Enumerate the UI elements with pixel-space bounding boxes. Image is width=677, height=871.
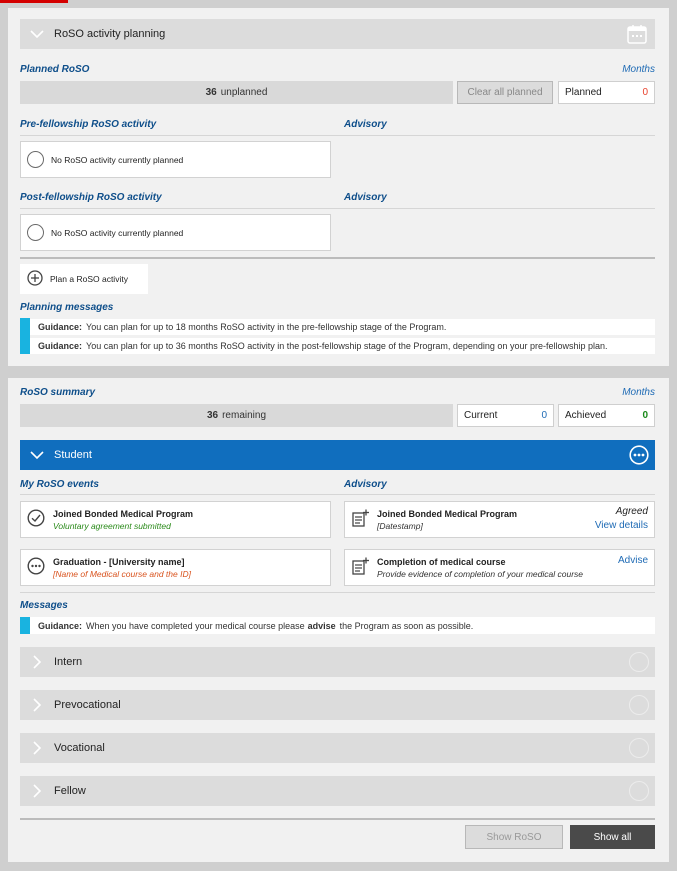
chevron-right-icon <box>20 784 54 798</box>
empty-circle-icon <box>27 151 44 168</box>
student-title: Student <box>54 449 92 461</box>
roso-event-card[interactable] <box>20 501 331 538</box>
summary-panel <box>8 378 669 862</box>
chevron-down-icon <box>20 451 54 460</box>
unplanned-counter <box>20 81 453 104</box>
roso-event-card[interactable] <box>20 549 331 586</box>
current-label: Current <box>464 410 498 421</box>
stage-status-circle <box>629 652 649 672</box>
planning-title: RoSO activity planning <box>54 28 166 40</box>
achieved-label: Achieved <box>565 410 607 421</box>
planned-label: Planned <box>565 87 602 98</box>
pre-empty-text: No RoSO activity currently planned <box>51 154 184 165</box>
unplanned-label: unplanned <box>220 87 268 98</box>
chevron-down-icon <box>20 30 54 39</box>
current-value: 0 <box>541 410 547 421</box>
post-empty-text: No RoSO activity currently planned <box>51 227 184 238</box>
event-subtitle: Voluntary agreement submitted <box>53 520 171 531</box>
achieved-box <box>558 404 655 427</box>
stage-label: Prevocational <box>54 699 121 711</box>
divider <box>20 135 655 136</box>
post-fellowship-title: Post-fellowship RoSO activity <box>20 192 162 203</box>
guidance-text: You can plan for up to 36 months RoSO activity in the post-fellowship stage of the Program, depending on your pre-fellowship plan. <box>86 341 608 351</box>
plan-button-label: Plan a RoSO activity <box>50 274 128 284</box>
guidance-label: Guidance: <box>38 341 83 351</box>
plus-circle-icon <box>27 270 43 289</box>
divider <box>20 592 655 593</box>
unplanned-count: 36 <box>205 87 217 98</box>
post-fellowship-empty-card <box>20 214 331 251</box>
planning-header[interactable] <box>20 19 655 49</box>
student-stage-header[interactable] <box>20 440 655 470</box>
messages-title: Messages <box>20 600 68 611</box>
divider <box>20 257 655 259</box>
advisory-title-text: Completion of medical course <box>377 556 506 567</box>
planned-roso-title: Planned RoSO <box>20 64 90 75</box>
advisory-title: Advisory <box>344 479 387 490</box>
guidance-text-pre: When you have completed your medical course please <box>86 620 305 631</box>
calendar-icon[interactable] <box>627 24 647 47</box>
remaining-counter <box>20 404 453 427</box>
view-details-link[interactable]: View details <box>594 520 648 531</box>
divider <box>20 818 655 820</box>
advisory-card <box>344 501 655 538</box>
guidance-label: Guidance: <box>38 322 83 332</box>
achieved-value: 0 <box>642 410 648 421</box>
current-box <box>457 404 554 427</box>
guidance-message <box>30 617 655 634</box>
guidance-message <box>30 338 655 354</box>
advise-link[interactable]: Advise <box>617 555 648 566</box>
guidance-text-bold: advise <box>307 620 336 631</box>
divider <box>20 208 655 209</box>
planning-messages-title: Planning messages <box>20 302 114 313</box>
top-red-marker <box>0 0 68 3</box>
planned-box <box>558 81 655 104</box>
clear-all-planned-button[interactable]: Clear all planned <box>457 81 553 104</box>
chevron-right-icon <box>20 698 54 712</box>
empty-circle-icon <box>27 224 44 241</box>
stage-status-circle <box>629 738 649 758</box>
advisory-subtitle: [Datestamp] <box>377 520 423 531</box>
stage-label: Vocational <box>54 742 105 754</box>
advisory-subtitle: Provide evidence of completion of your medical course <box>377 568 583 579</box>
advisory-card <box>344 549 655 586</box>
event-subtitle: [Name of Medical course and the ID] <box>53 568 191 579</box>
divider <box>20 494 655 495</box>
show-all-button[interactable]: Show all <box>570 825 655 849</box>
chevron-right-icon <box>20 655 54 669</box>
guidance-label: Guidance: <box>38 620 83 631</box>
plan-roso-activity-button[interactable] <box>20 264 148 294</box>
advisory-title-text: Joined Bonded Medical Program <box>377 508 518 519</box>
ellipsis-circle-icon <box>27 557 45 578</box>
planning-panel <box>8 8 669 366</box>
event-title: Graduation - [University name] <box>53 556 185 567</box>
pre-fellowship-title: Pre-fellowship RoSO activity <box>20 119 157 130</box>
show-roso-button[interactable]: Show RoSO <box>465 825 563 849</box>
roso-summary-title: RoSO summary <box>20 387 96 398</box>
document-add-icon <box>351 557 369 578</box>
guidance-message <box>30 319 655 335</box>
ellipsis-circle-icon[interactable] <box>629 445 649 468</box>
remaining-count: 36 <box>206 410 219 421</box>
document-add-icon <box>351 509 369 530</box>
post-advisory-title: Advisory <box>344 192 387 203</box>
stage-status-circle <box>629 695 649 715</box>
guidance-text-post: the Program as soon as possible. <box>339 620 474 631</box>
guidance-accent <box>20 318 30 354</box>
pre-fellowship-empty-card <box>20 141 331 178</box>
stage-status-circle <box>629 781 649 801</box>
months-label: Months <box>622 64 655 75</box>
guidance-text: You can plan for up to 18 months RoSO activity in the pre-fellowship stage of the Program. <box>86 322 447 332</box>
advisory-status: Agreed <box>615 506 648 517</box>
planned-value: 0 <box>642 87 648 98</box>
check-circle-icon <box>27 509 45 530</box>
guidance-accent <box>20 617 30 634</box>
chevron-right-icon <box>20 741 54 755</box>
pre-advisory-title: Advisory <box>344 119 387 130</box>
stage-label: Fellow <box>54 785 86 797</box>
stage-header-fellow[interactable] <box>20 776 655 806</box>
stage-label: Intern <box>54 656 83 668</box>
my-roso-events-title: My RoSO events <box>20 479 99 490</box>
stage-header-intern[interactable] <box>20 647 655 677</box>
stage-header-vocational[interactable] <box>20 733 655 763</box>
remaining-label: remaining <box>222 410 267 421</box>
months-label: Months <box>622 387 655 398</box>
event-title: Joined Bonded Medical Program <box>53 508 194 519</box>
stage-header-prevocational[interactable] <box>20 690 655 720</box>
